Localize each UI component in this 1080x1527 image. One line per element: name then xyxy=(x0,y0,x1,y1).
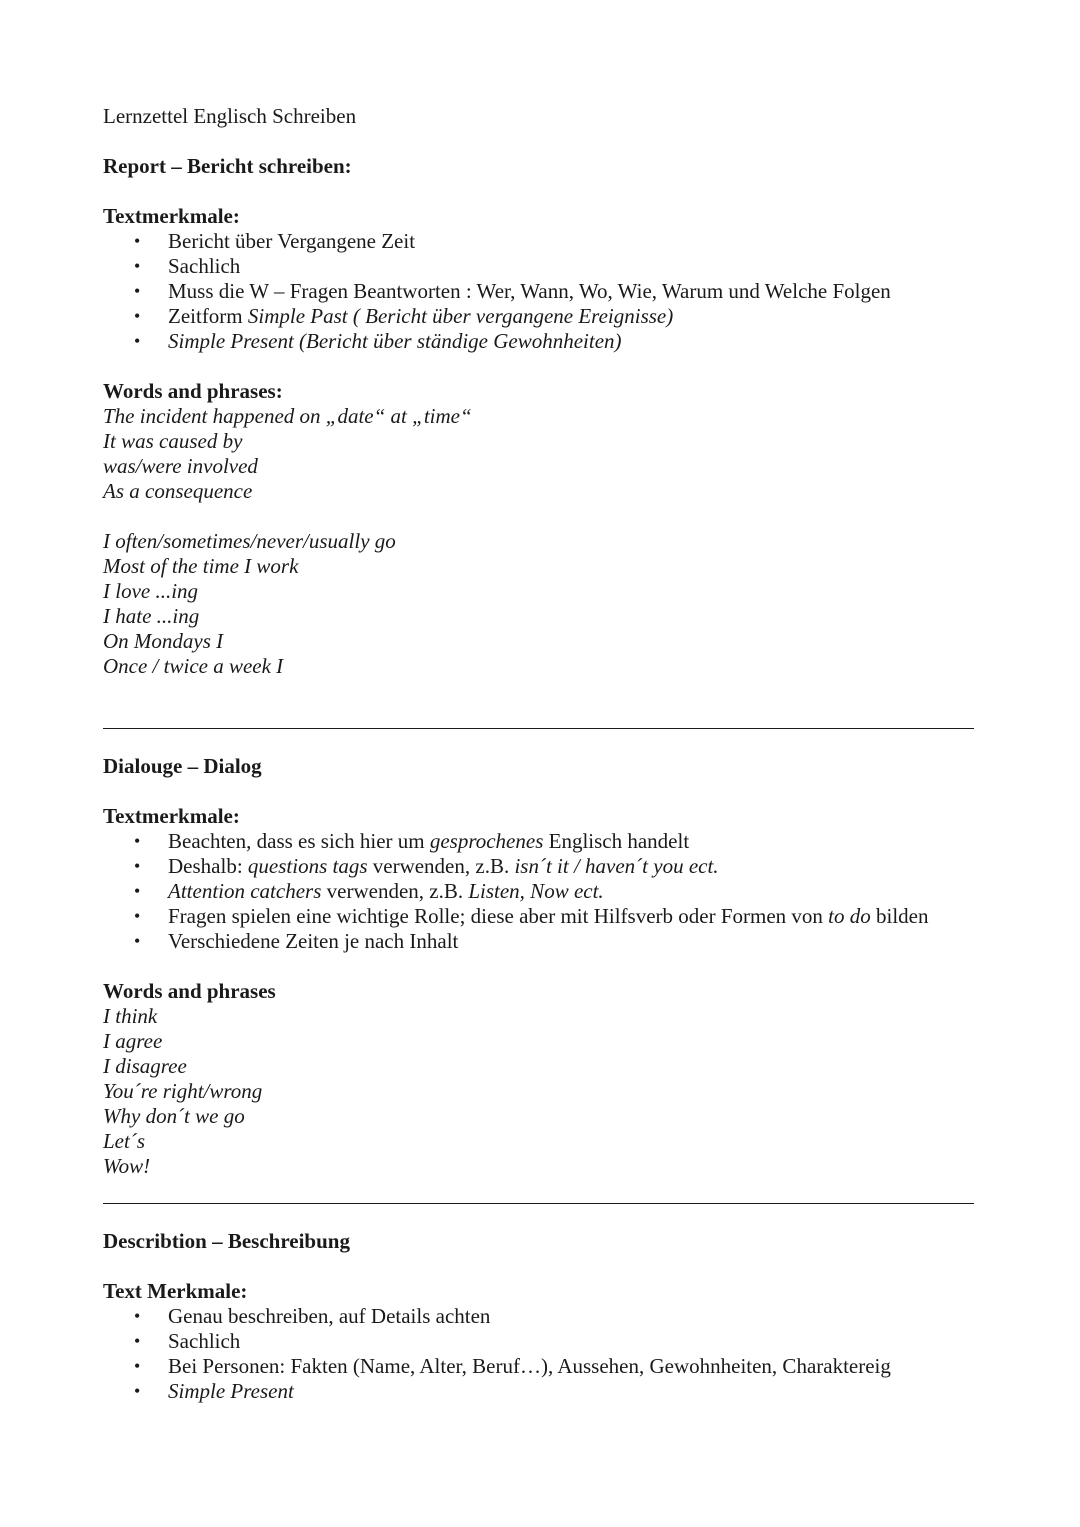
dialogue-phrases xyxy=(103,1004,975,1179)
bullet-icon: • xyxy=(134,306,141,326)
phrase-line: As a consequence xyxy=(103,479,253,503)
feature-item xyxy=(103,1354,975,1379)
bullet-icon: • xyxy=(134,1381,141,1401)
feature-text: Sachlich xyxy=(168,254,241,278)
feature-item xyxy=(103,304,975,329)
phrase-line: Most of the time I work xyxy=(103,554,299,578)
dialogue-phrases-heading: Words and phrases xyxy=(103,979,276,1003)
document-page xyxy=(103,104,975,1404)
report-phrases-past xyxy=(103,404,975,504)
phrase-line: I hate ...ing xyxy=(103,604,200,628)
bullet-icon: • xyxy=(134,831,141,851)
feature-item xyxy=(103,254,975,279)
feature-text: Simple Present xyxy=(168,1379,294,1403)
phrase-line: The incident happened on „date“ at „time“ xyxy=(103,404,472,428)
feature-text: Sachlich xyxy=(168,1329,241,1353)
feature-text: isn´t it / haven´t you ect. xyxy=(514,854,719,878)
feature-text: Simple Past ( Bericht über vergangene Ereignisse) xyxy=(247,304,674,328)
feature-text: verwenden, z.B. xyxy=(321,879,469,903)
feature-text: to do xyxy=(828,904,871,928)
bullet-icon: • xyxy=(134,331,141,351)
feature-text: Beachten, dass es sich hier um xyxy=(168,829,430,853)
feature-text: Attention catchers xyxy=(168,879,322,903)
description-features-heading: Text Merkmale: xyxy=(103,1279,248,1303)
phrase-line: I disagree xyxy=(103,1054,187,1078)
phrase-line: I love ...ing xyxy=(103,579,199,603)
bullet-icon: • xyxy=(134,906,141,926)
feature-item xyxy=(103,829,975,854)
feature-item xyxy=(103,1304,975,1329)
feature-text: Genau beschreiben, auf Details achten xyxy=(168,1304,491,1328)
feature-text: Zeitform xyxy=(168,304,248,328)
feature-item xyxy=(103,329,975,354)
phrase-line: You´re right/wrong xyxy=(103,1079,263,1103)
feature-text: Fragen spielen eine wichtige Rolle; diese aber mit Hilfsverb oder Formen von xyxy=(168,904,829,928)
feature-text: Muss die W – Fragen Beantworten : Wer, Wann, Wo, Wie, Warum und Welche Folgen xyxy=(168,279,891,303)
bullet-icon: • xyxy=(134,881,141,901)
phrase-line: I agree xyxy=(103,1029,163,1053)
dialogue-features-heading: Textmerkmale: xyxy=(103,804,240,828)
dialogue-features-list xyxy=(103,829,975,954)
report-phrases-present xyxy=(103,529,975,679)
feature-text: bilden xyxy=(870,904,929,928)
bullet-icon: • xyxy=(134,1356,141,1376)
feature-item xyxy=(103,879,975,904)
feature-text: Englisch handelt xyxy=(543,829,690,853)
feature-text: Simple Present (Bericht über ständige Gewohnheiten) xyxy=(168,329,622,353)
feature-item xyxy=(103,229,975,254)
feature-text: Listen, Now ect. xyxy=(468,879,604,903)
bullet-icon: • xyxy=(134,281,141,301)
feature-item xyxy=(103,929,975,954)
phrase-line: Once / twice a week I xyxy=(103,654,284,678)
dialogue-heading: Dialouge – Dialog xyxy=(103,754,262,778)
report-phrases-heading: Words and phrases: xyxy=(103,379,283,403)
description-features-list xyxy=(103,1304,975,1404)
description-heading: Describtion – Beschreibung xyxy=(103,1229,350,1253)
phrase-line: Why don´t we go xyxy=(103,1104,245,1128)
description-section xyxy=(103,1229,975,1404)
report-heading: Report – Bericht schreiben: xyxy=(103,154,352,178)
phrase-line: I often/sometimes/never/usually go xyxy=(103,529,396,553)
feature-text: gesprochenes xyxy=(429,829,544,853)
report-features-heading: Textmerkmale: xyxy=(103,204,240,228)
report-section xyxy=(103,154,975,679)
feature-item xyxy=(103,279,975,304)
feature-item xyxy=(103,1329,975,1354)
phrase-line: Let´s xyxy=(103,1129,145,1153)
bullet-icon: • xyxy=(134,1331,141,1351)
feature-item xyxy=(103,854,975,879)
feature-text: Deshalb: xyxy=(168,854,248,878)
bullet-icon: • xyxy=(134,256,141,276)
document-title: Lernzettel Englisch Schreiben xyxy=(103,104,357,128)
section-divider-1 xyxy=(103,704,975,729)
feature-text: Verschiedene Zeiten je nach Inhalt xyxy=(168,929,459,953)
bullet-icon: • xyxy=(134,231,141,251)
phrase-line: On Mondays I xyxy=(103,629,224,653)
phrase-line: Wow! xyxy=(103,1154,151,1178)
bullet-icon: • xyxy=(134,931,141,951)
bullet-icon: • xyxy=(134,856,141,876)
phrase-line: I think xyxy=(103,1004,158,1028)
section-divider-2 xyxy=(103,1179,975,1204)
feature-item xyxy=(103,1379,975,1404)
feature-text: Bericht über Vergangene Zeit xyxy=(168,229,416,253)
feature-item xyxy=(103,904,975,929)
bullet-icon: • xyxy=(134,1306,141,1326)
feature-text: Bei Personen: Fakten (Name, Alter, Beruf…), Aussehen, Gewohnheiten, Charaktereig xyxy=(168,1354,891,1378)
dialogue-section xyxy=(103,754,975,1179)
phrase-line: was/were involved xyxy=(103,454,258,478)
feature-text: verwenden, z.B. xyxy=(367,854,515,878)
phrase-line: It was caused by xyxy=(103,429,243,453)
report-features-list xyxy=(103,229,975,354)
feature-text: questions tags xyxy=(247,854,368,878)
